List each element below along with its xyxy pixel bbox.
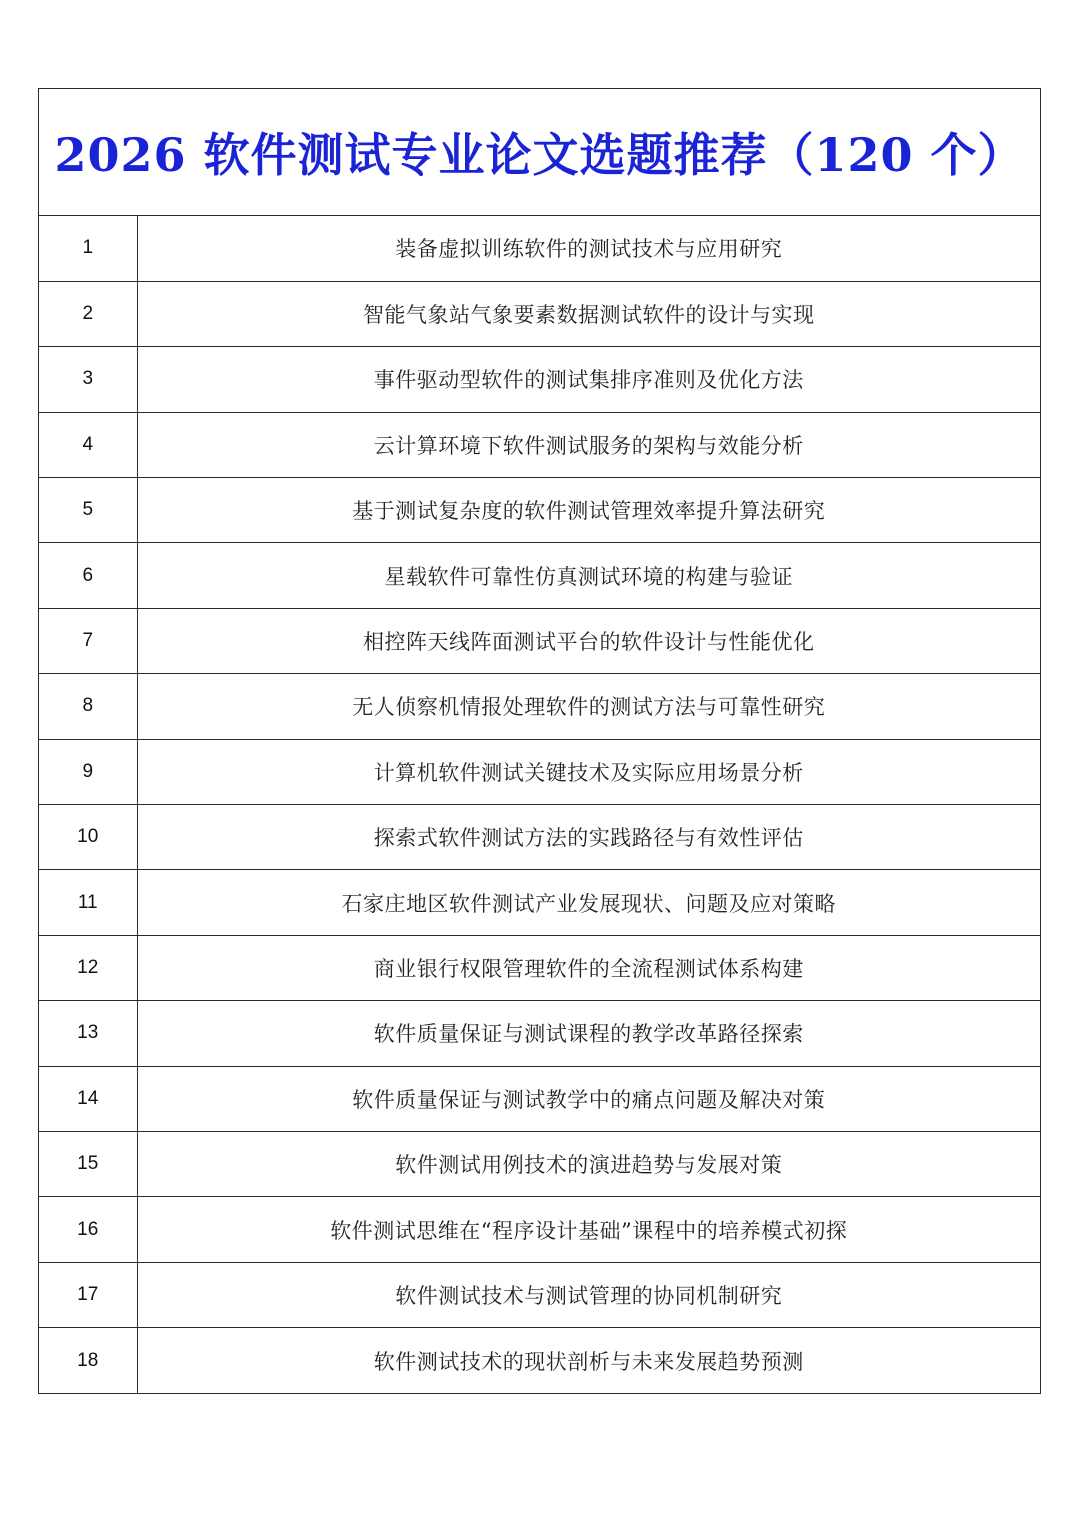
row-topic: 基于测试复杂度的软件测试管理效率提升算法研究 — [137, 478, 1040, 543]
row-topic: 软件测试技术的现状剖析与未来发展趋势预测 — [373, 1349, 804, 1374]
row-topic: 计算机软件测试关键技术及实际应用场景分析 — [137, 739, 1040, 804]
table-row — [39, 608, 1040, 673]
row-topic: 软件测试技术与测试管理的协同机制研究 — [137, 1262, 1040, 1327]
row-number: 6 — [39, 543, 137, 608]
table-row — [39, 674, 1040, 739]
table-row — [39, 1328, 1040, 1393]
row-number: 13 — [39, 1001, 137, 1066]
table-row — [39, 935, 1040, 1000]
row-number: 12 — [39, 935, 137, 1000]
table-row — [39, 1066, 1040, 1131]
row-topic: 相控阵天线阵面测试平台的软件设计与性能优化 — [137, 608, 1040, 673]
table-row — [39, 1001, 1040, 1066]
table-row — [39, 739, 1040, 804]
row-topic: 智能气象站气象要素数据测试软件的设计与实现 — [137, 281, 1040, 346]
row-topic: 石家庄地区软件测试产业发展现状、问题及应对策略 — [137, 870, 1040, 935]
row-number: 7 — [39, 608, 137, 673]
table-row — [39, 478, 1040, 543]
row-topic: 软件质量保证与测试教学中的痛点问题及解决对策 — [137, 1066, 1040, 1131]
row-topic: 软件测试用例技术的演进趋势与发展对策 — [137, 1131, 1040, 1196]
topics-table — [38, 88, 1041, 1394]
table-row — [39, 1131, 1040, 1196]
row-number: 14 — [39, 1066, 137, 1131]
table-row — [39, 1262, 1040, 1327]
table-row — [39, 870, 1040, 935]
row-topic: 探索式软件测试方法的实践路径与有效性评估 — [137, 805, 1040, 870]
table-row — [39, 347, 1040, 412]
row-topic: 云计算环境下软件测试服务的架构与效能分析 — [137, 412, 1040, 477]
row-number: 4 — [39, 412, 137, 477]
row-number: 18 — [39, 1328, 137, 1393]
row-number: 15 — [39, 1131, 137, 1196]
row-number: 8 — [39, 674, 137, 739]
row-topic: 星载软件可靠性仿真测试环境的构建与验证 — [137, 543, 1040, 608]
topics-grid — [39, 216, 1040, 1393]
table-row — [39, 543, 1040, 608]
row-number: 5 — [39, 478, 137, 543]
page-title: 2026 软件测试专业论文选题推荐（120 个） — [54, 128, 1025, 182]
row-topic: 软件质量保证与测试课程的教学改革路径探索 — [137, 1001, 1040, 1066]
row-number: 17 — [39, 1262, 137, 1327]
row-number: 2 — [39, 281, 137, 346]
title-cell — [39, 89, 1040, 216]
table-row — [39, 281, 1040, 346]
row-number: 11 — [39, 870, 137, 935]
row-topic: 事件驱动型软件的测试集排序准则及优化方法 — [137, 347, 1040, 412]
table-row — [39, 216, 1040, 281]
row-number: 16 — [39, 1197, 137, 1262]
row-number: 9 — [39, 739, 137, 804]
table-row — [39, 805, 1040, 870]
row-topic: 商业银行权限管理软件的全流程测试体系构建 — [137, 935, 1040, 1000]
row-number: 1 — [39, 216, 137, 281]
row-number: 10 — [39, 805, 137, 870]
row-topic: 装备虚拟训练软件的测试技术与应用研究 — [137, 216, 1040, 281]
row-topic: 软件测试思维在“程序设计基础”课程中的培养模式初探 — [137, 1197, 1040, 1262]
row-topic: 无人侦察机情报处理软件的测试方法与可靠性研究 — [137, 674, 1040, 739]
table-row — [39, 412, 1040, 477]
table-row — [39, 1197, 1040, 1262]
row-number: 3 — [39, 347, 137, 412]
